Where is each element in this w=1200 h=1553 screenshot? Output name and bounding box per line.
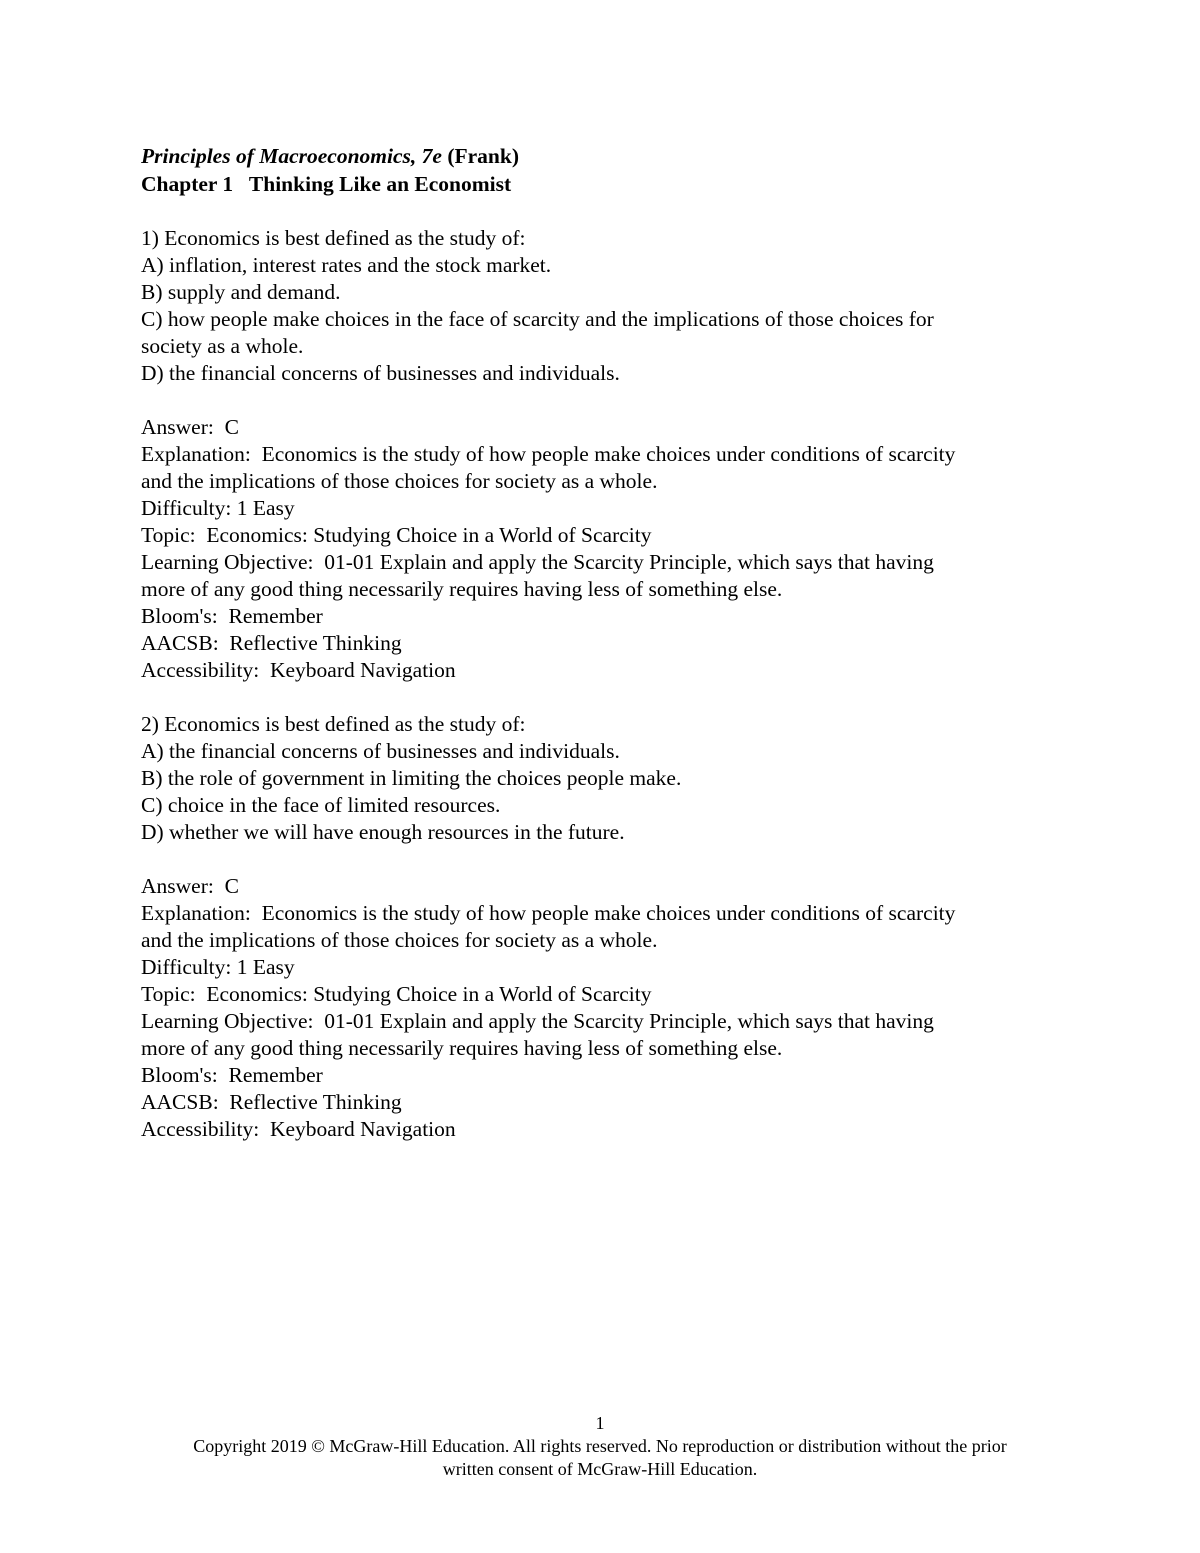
- difficulty: Difficulty: 1 Easy: [141, 496, 295, 520]
- explanation: Explanation: Economics is the study of how people make choices under conditions of scarcity: [141, 442, 956, 466]
- page-footer: [0, 1412, 1200, 1481]
- difficulty: Difficulty: 1 Easy: [141, 955, 295, 979]
- explanation-continued: and the implications of those choices for society as a whole.: [141, 469, 658, 493]
- book-title: Principles of Macroeconomics, 7e: [141, 144, 442, 168]
- question-2: [141, 711, 1061, 1143]
- answer: Answer: C: [141, 415, 239, 439]
- learning-objective-continued: more of any good thing necessarily requires having less of something else.: [141, 577, 783, 601]
- option-d: D) whether we will have enough resources in the future.: [141, 820, 625, 844]
- learning-objective-continued: more of any good thing necessarily requires having less of something else.: [141, 1036, 783, 1060]
- option-b: B) supply and demand.: [141, 280, 341, 304]
- learning-objective: Learning Objective: 01-01 Explain and apply the Scarcity Principle, which says that having: [141, 550, 934, 574]
- explanation-continued: and the implications of those choices for society as a whole.: [141, 928, 658, 952]
- accessibility: Accessibility: Keyboard Navigation: [141, 658, 456, 682]
- copyright-notice: Copyright 2019 © McGraw-Hill Education. All rights reserved. No reproduction or distribution without the prior: [193, 1436, 1007, 1456]
- question-stem: 1) Economics is best defined as the study of:: [141, 226, 526, 250]
- option-b: B) the role of government in limiting the choices people make.: [141, 766, 682, 790]
- book-title-line: [141, 142, 1061, 170]
- topic: Topic: Economics: Studying Choice in a World of Scarcity: [141, 523, 652, 547]
- topic: Topic: Economics: Studying Choice in a World of Scarcity: [141, 982, 652, 1006]
- page-content: [141, 142, 1061, 1143]
- question-stem: 2) Economics is best defined as the study of:: [141, 712, 526, 736]
- explanation: Explanation: Economics is the study of how people make choices under conditions of scarcity: [141, 901, 956, 925]
- blooms: Bloom's: Remember: [141, 604, 323, 628]
- copyright-notice-continued: written consent of McGraw-Hill Education.: [442, 1459, 758, 1479]
- aacsb: AACSB: Reflective Thinking: [141, 631, 402, 655]
- option-c-continued: society as a whole.: [141, 334, 304, 358]
- blooms: Bloom's: Remember: [141, 1063, 323, 1087]
- chapter-title: Chapter 1 Thinking Like an Economist: [141, 172, 512, 196]
- option-a: A) inflation, interest rates and the stock market.: [141, 253, 552, 277]
- book-author: (Frank): [447, 144, 520, 168]
- accessibility: Accessibility: Keyboard Navigation: [141, 1117, 456, 1141]
- page-number: 1: [595, 1413, 605, 1433]
- option-c: C) choice in the face of limited resources.: [141, 793, 501, 817]
- aacsb: AACSB: Reflective Thinking: [141, 1090, 402, 1114]
- option-c: C) how people make choices in the face of scarcity and the implications of those choices for: [141, 307, 934, 331]
- question-1: [141, 225, 1061, 684]
- answer: Answer: C: [141, 874, 239, 898]
- option-d: D) the financial concerns of businesses and individuals.: [141, 361, 620, 385]
- option-a: A) the financial concerns of businesses and individuals.: [141, 739, 620, 763]
- learning-objective: Learning Objective: 01-01 Explain and apply the Scarcity Principle, which says that having: [141, 1009, 934, 1033]
